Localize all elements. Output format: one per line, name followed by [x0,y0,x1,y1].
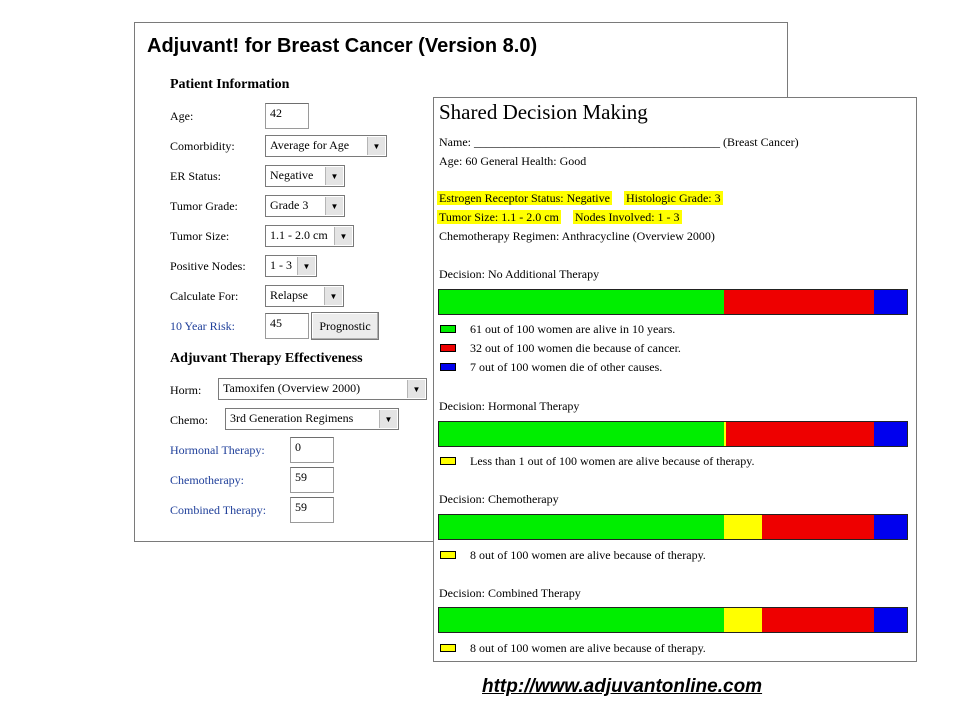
horm-select[interactable] [218,378,427,400]
horm-value: Tamoxifen (Overview 2000) [223,381,361,395]
outcome-bar [438,607,908,633]
er-status-label: ER Status: [170,169,222,183]
patient-factors-row-2 [437,210,682,225]
shared-decision-window [433,97,917,662]
outcome-bar-segment [439,515,724,539]
chemo-value: 3rd Generation Regimens [230,411,354,425]
legend-swatch [440,363,456,371]
outcome-bar [438,421,908,447]
hormonal-therapy-field[interactable]: 0 [290,437,334,463]
calculate-for-select[interactable] [265,285,344,307]
patient-info-heading: Patient Information [170,77,290,92]
outcome-bar-segment [726,422,874,446]
outcome-bar-segment [874,608,907,632]
ten-year-risk-field[interactable]: 45 [265,313,309,339]
name-line: Name: _________________________________________ (Breast Cancer) [439,135,799,149]
legend-text: 8 out of 100 women are alive because of therapy. [470,641,706,655]
legend-swatch [440,457,456,465]
chemotherapy-label: Chemotherapy: [170,473,244,487]
decision-title: Decision: No Additional Therapy [439,267,600,281]
histologic-grade-highlight: Histologic Grade: 3 [625,191,721,205]
chemo-select[interactable] [225,408,399,430]
horm-label: Horm: [170,383,202,397]
outcome-bar-segment [762,608,874,632]
calculate-for-value: Relapse [270,288,308,302]
chemo-label: Chemo: [170,413,208,427]
patient-factors-row-1 [437,191,723,206]
comorbidity-value: Average for Age [270,138,350,152]
dropdown-arrow-icon[interactable]: ▼ [297,257,315,275]
er-status-value: Negative [270,168,314,182]
er-status-select[interactable] [265,165,345,187]
outcome-bar-segment [762,515,874,539]
outcome-bar-segment [439,608,724,632]
chemotherapy-field[interactable]: 59 [290,467,334,493]
chemo-regimen-line: Chemotherapy Regimen: Anthracycline (Overview 2000) [439,229,715,243]
effectiveness-heading: Adjuvant Therapy Effectiveness [170,351,363,366]
er-status-highlight: Estrogen Receptor Status: Negative [439,191,610,205]
legend-swatch [440,644,456,652]
tumor-size-highlight: Tumor Size: 1.1 - 2.0 cm [439,210,559,224]
legend-text: 7 out of 100 women die of other causes. [470,360,663,374]
legend-text: 32 out of 100 women die because of cancer. [470,341,681,355]
outcome-bar-segment [439,422,724,446]
decision-title: Decision: Chemotherapy [439,492,559,506]
decision-title: Decision: Hormonal Therapy [439,399,580,413]
tumor-grade-select[interactable] [265,195,345,217]
positive-nodes-value: 1 - 3 [270,258,292,272]
tumor-grade-label: Tumor Grade: [170,199,238,213]
dropdown-arrow-icon[interactable]: ▼ [407,380,425,398]
tumor-size-label: Tumor Size: [170,229,230,243]
outcome-bar-segment [724,515,761,539]
sdm-title: Shared Decision Making [439,100,648,124]
adjuvant-title: Adjuvant! for Breast Cancer (Version 8.0) [147,35,538,57]
outcome-bar-segment [724,290,874,314]
dropdown-arrow-icon[interactable]: ▼ [334,227,352,245]
decision-title: Decision: Combined Therapy [439,586,581,600]
outcome-bar [438,289,908,315]
positive-nodes-select[interactable] [265,255,317,277]
dropdown-arrow-icon[interactable]: ▼ [367,137,385,155]
positive-nodes-label: Positive Nodes: [170,259,246,273]
calculate-for-label: Calculate For: [170,289,239,303]
adjuvantonline-link[interactable]: http://www.adjuvantonline.com [482,676,763,697]
dropdown-arrow-icon[interactable]: ▼ [325,167,343,185]
tumor-grade-value: Grade 3 [270,198,309,212]
dropdown-arrow-icon[interactable]: ▼ [325,197,343,215]
prognostic-button[interactable]: Prognostic [311,312,379,340]
outcome-bar [438,514,908,540]
legend-text: 8 out of 100 women are alive because of therapy. [470,548,706,562]
dropdown-arrow-icon[interactable]: ▼ [324,287,342,305]
legend-swatch [440,551,456,559]
tumor-size-value: 1.1 - 2.0 cm [270,228,328,242]
legend-swatch [440,344,456,352]
legend-text: 61 out of 100 women are alive in 10 years. [470,322,676,336]
comorbidity-label: Comorbidity: [170,139,235,153]
outcome-bar-segment [724,608,761,632]
outcome-bar-segment [439,290,724,314]
tumor-size-select[interactable] [265,225,354,247]
dropdown-arrow-icon[interactable]: ▼ [379,410,397,428]
age-health-line: Age: 60 General Health: Good [439,154,587,168]
legend-text: Less than 1 out of 100 women are alive because of therapy. [470,454,755,468]
outcome-bar-segment [874,290,907,314]
age-label: Age: [170,109,194,123]
outcome-bar-segment [874,422,907,446]
nodes-involved-highlight: Nodes Involved: 1 - 3 [574,210,680,224]
legend-swatch [440,325,456,333]
combined-therapy-label: Combined Therapy: [170,503,267,517]
ten-year-risk-label: 10 Year Risk: [170,319,236,333]
hormonal-therapy-label: Hormonal Therapy: [170,443,265,457]
comorbidity-select[interactable] [265,135,387,157]
combined-therapy-field[interactable]: 59 [290,497,334,523]
age-field[interactable]: 42 [265,103,309,129]
outcome-bar-segment [874,515,907,539]
